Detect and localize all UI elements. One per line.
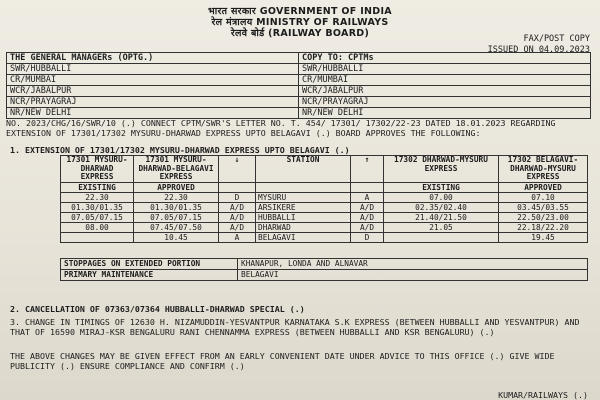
cell: 02.35/02.40: [384, 202, 499, 212]
existing-label: EXISTING: [61, 182, 134, 192]
cell: A/D: [219, 222, 256, 232]
station-cell: HUBBALLI: [256, 212, 351, 222]
copy-to: NR/NEW DELHI: [299, 108, 591, 119]
stoppages-label: STOPPAGES ON EXTENDED PORTION: [61, 259, 238, 270]
stoppages-table: [60, 258, 588, 281]
closing-paragraph: THE ABOVE CHANGES MAY BE GIVEN EFFECT FROM AN EARLY CONVENIENT DATE UNDER ADVICE TO THIS OFFICE (.) GIVE WIDE PUBLICITY (.) ENSURE COMPLIANCE AND CONFIRM (.): [10, 351, 555, 371]
table-row: [61, 192, 588, 202]
copy-to: CR/MUMBAI: [299, 75, 591, 86]
copy-to: WCR/JABALPUR: [299, 86, 591, 97]
col-header: 17301 MYSURU-DHARWAD EXPRESS: [61, 156, 134, 183]
copy-to-header: COPY TO: CPTMs: [299, 53, 591, 64]
address-table: [6, 52, 591, 119]
station-cell: MYSURU: [256, 192, 351, 202]
col-header: 17301 MYSURU-DHARWAD-BELAGAVI EXPRESS: [134, 156, 219, 183]
addressee-header: THE GENERAL MANAGERs (OPTG.): [7, 53, 299, 64]
cell: 01.30/01.35: [61, 202, 134, 212]
signature: KUMAR/RAILWAYS (.): [498, 390, 588, 400]
addressee: CR/MUMBAI: [7, 75, 299, 86]
cell: D: [351, 232, 384, 242]
cell: 01.30/01.35: [134, 202, 219, 212]
up-arrow-icon: ↑: [351, 156, 384, 183]
copy-to: SWR/HUBBALLI: [299, 64, 591, 75]
cell: A/D: [219, 212, 256, 222]
approved-label: APPROVED: [499, 182, 588, 192]
cell: A/D: [351, 202, 384, 212]
stoppages-value: KHANAPUR, LONDA AND ALNAVAR: [238, 259, 588, 270]
cell: [61, 232, 134, 242]
cell: 22.50/23.00: [499, 212, 588, 222]
maintenance-label: PRIMARY MAINTENANCE: [61, 270, 238, 281]
table-row: [61, 232, 588, 242]
copy-to: NCR/PRAYAGRAJ: [299, 97, 591, 108]
section-2: 2. CANCELLATION OF 07363/07364 HUBBALLI-DHARWAD SPECIAL (.): [10, 304, 305, 314]
addressee: SWR/HUBBALLI: [7, 64, 299, 75]
station-cell: ARSIKERE: [256, 202, 351, 212]
station-cell: BELAGAVI: [256, 232, 351, 242]
gov-header-line: भारत सरकार GOVERNMENT OF INDIA: [208, 6, 392, 17]
cell: [384, 232, 499, 242]
cell: 08.00: [61, 222, 134, 232]
board-header-line: रेलवे बोर्ड (RAILWAY BOARD): [230, 28, 370, 39]
cell: 21.40/21.50: [384, 212, 499, 222]
cell: 22.30: [61, 192, 134, 202]
down-arrow-icon: ↓: [219, 156, 256, 183]
cell: 10.45: [134, 232, 219, 242]
cell: 22.18/22.20: [499, 222, 588, 232]
table-row: [61, 202, 588, 212]
cell: A/D: [351, 212, 384, 222]
cell: 07.10: [499, 192, 588, 202]
col-header: 17302 BELAGAVI-DHARWAD-MYSURU EXPRESS: [499, 156, 588, 183]
cell: 22.30: [134, 192, 219, 202]
reference-paragraph: NO. 2023/CHG/16/SWR/10 (.) CONNECT CPTM/SWR'S LETTER NO. T. 454/ 17301/ 17302/22-23 DATED 18.01.2023 REGARDING EXTENSION OF 17301/17302 MYSURU-DHARWAD EXPRESS UPTO BELAGAVI (.) BOARD APPROVES THE FOLLOWING:: [6, 118, 556, 138]
cell: 07.05/07.15: [61, 212, 134, 222]
section-1-heading: 1. EXTENSION OF 17301/17302 MYSURU-DHARWAD EXPRESS UPTO BELAGAVI (.): [10, 145, 350, 155]
cell: 07.05/07.15: [134, 212, 219, 222]
col-header: 17302 DHARWAD-MYSURU EXPRESS: [384, 156, 499, 183]
ministry-header-line: रेल मंत्रालय MINISTRY OF RAILWAYS: [211, 17, 389, 28]
addressee: WCR/JABALPUR: [7, 86, 299, 97]
cell: D: [219, 192, 256, 202]
cell: 21.05: [384, 222, 499, 232]
cell: A: [351, 192, 384, 202]
cell: 19.45: [499, 232, 588, 242]
station-cell: DHARWAD: [256, 222, 351, 232]
section-3: 3. CHANGE IN TIMINGS OF 12630 H. NIZAMUDDIN-YESVANTPUR KARNATAKA S.K EXPRESS (BETWEEN HUBBALLI AND YESVANTPUR) AND THAT OF 16590 MIRAJ-KSR BENGALURU RANI CHENNAMMA EXPRESS (BETWEEN HUBBALLI AND KSR BENGALURU) (.): [10, 317, 580, 337]
cell: A: [219, 232, 256, 242]
addressee: NCR/PRAYAGRAJ: [7, 97, 299, 108]
addressee: NR/NEW DELHI: [7, 108, 299, 119]
approved-label: APPROVED: [134, 182, 219, 192]
col-header: STATION: [256, 156, 351, 183]
cell: 07.45/07.50: [134, 222, 219, 232]
cell: 07.00: [384, 192, 499, 202]
table-row: [61, 222, 588, 232]
timetable: [60, 155, 588, 243]
maintenance-value: BELAGAVI: [238, 270, 588, 281]
issued-date: ISSUED ON 04.09.2023: [487, 45, 590, 55]
table-row: [61, 212, 588, 222]
existing-label: EXISTING: [384, 182, 499, 192]
cell: A/D: [351, 222, 384, 232]
cell: A/D: [219, 202, 256, 212]
cell: 03.45/03.55: [499, 202, 588, 212]
fax-post-label: FAX/POST COPY: [523, 34, 590, 44]
